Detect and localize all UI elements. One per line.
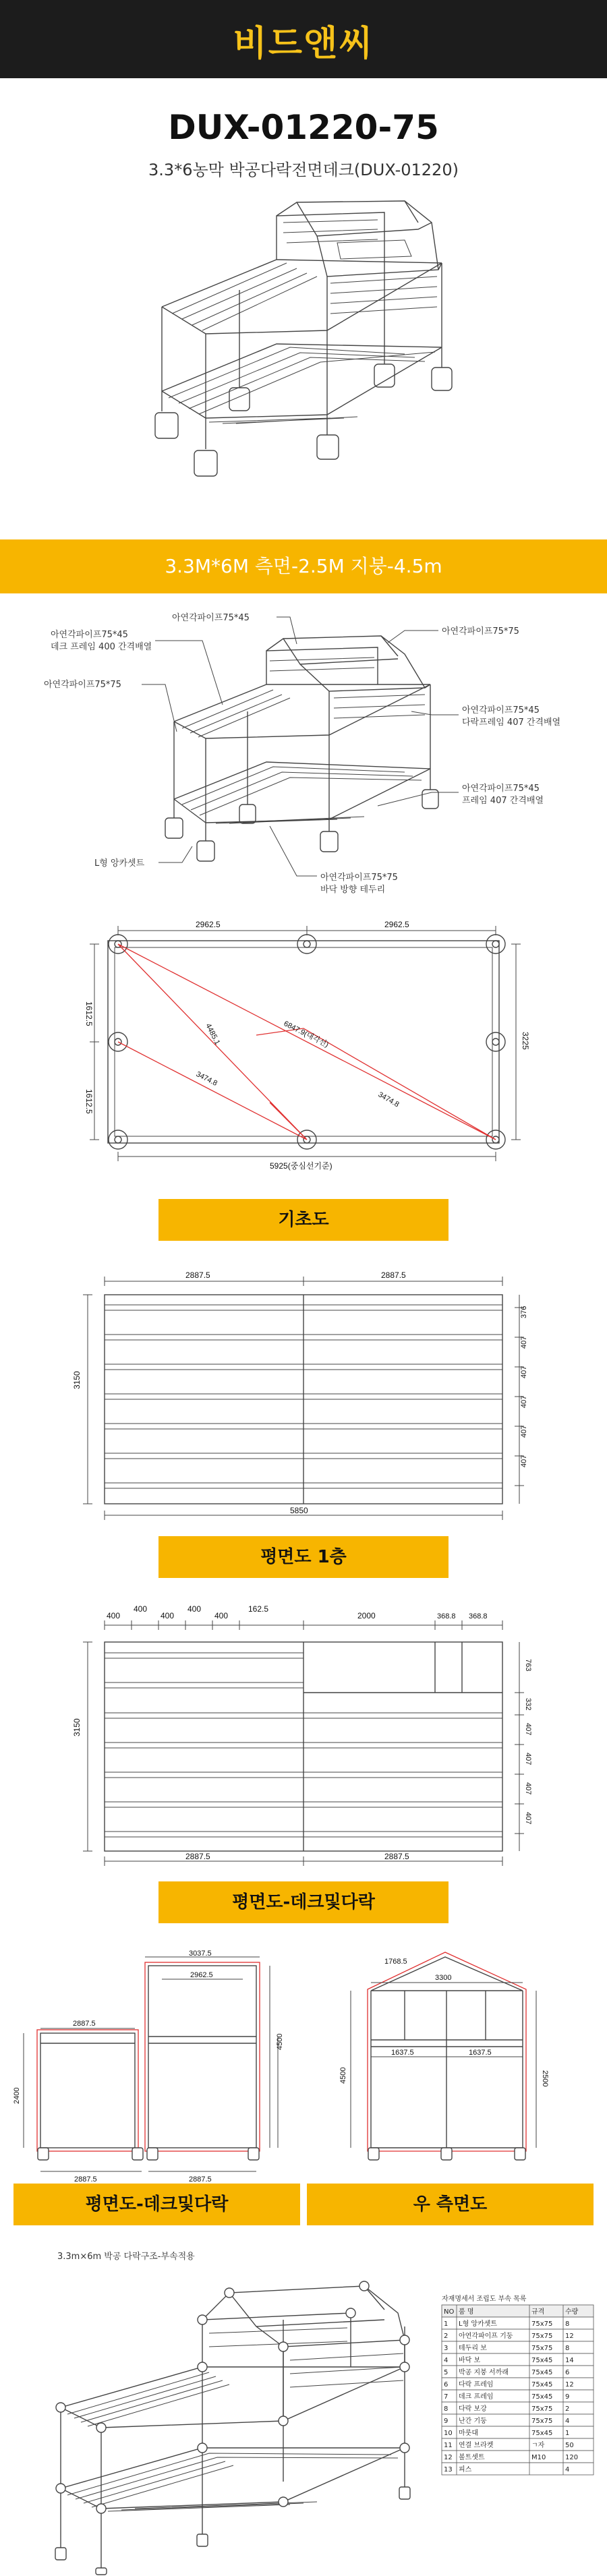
p1-bottom: 5850 [290,1506,308,1515]
plan2-label: 평면도-데크및다락 [158,1881,449,1923]
fd-top-left: 2962.5 [196,920,221,929]
se-w2: 1637.5 [391,2049,414,2057]
bom-cell: 7 [444,2393,449,2401]
product-code: DUX-01220-75 [168,108,439,147]
plan-floor1-drawing [0,1264,607,1521]
p2-top-right-2: 368.8 [469,1612,488,1620]
bom-cell: 75x75 [531,2345,553,2352]
p1-r0: 376 [520,1306,528,1318]
bom-cell: 2 [444,2333,449,2340]
bom-cell: 4 [444,2357,449,2364]
anno-12: 바닥 방향 테두리 [320,885,386,895]
fd-bottom: 5925(중심선기준) [270,1161,333,1171]
bom-cell: 6 [444,2381,449,2389]
bom-cell: 75x45 [531,2430,553,2437]
bom-cell: 데크 프레임 [459,2393,494,2401]
p2-top-3: 400 [187,1604,202,1614]
bom-cell: 2 [565,2405,570,2413]
anno-8: 아연각파이프75*45 [462,784,540,794]
p2-r3: 407 [524,1753,532,1765]
p2-top-0: 400 [107,1611,121,1620]
fd-diag-a: 4485.1 [204,1022,222,1047]
fd-left-lower: 1612.5 [84,1089,94,1114]
foundation-plan-drawing [0,914,607,1197]
se-h2: 2500 [541,2070,549,2087]
annotation-leaders [142,617,459,876]
p1-top-left: 2887.5 [185,1270,210,1280]
front-elev-posts [38,2148,259,2160]
bom-cell: ㄱ자 [531,2442,545,2449]
hero-isometric-drawing [0,196,607,513]
bom-cell: 75x75 [531,2333,553,2340]
anno-7: 다락프레임 407 간격배열 [462,718,561,728]
p2-height: 3150 [72,1718,82,1736]
p1-r5: 407 [520,1455,528,1467]
side-elevation-label: 우 측면도 [307,2184,594,2225]
bom-cell: 9 [565,2393,570,2401]
foundation-diagonals [90,926,521,1161]
bom-cell: 바닥 보 [459,2357,481,2364]
bom-cell: 6 [565,2369,570,2376]
plan-deck-loft-drawing [0,1588,607,1871]
fd-diag-c: 3474.8 [376,1090,401,1109]
bom-cell: 8 [565,2320,570,2328]
bom-cell: 12 [565,2381,574,2389]
se-w1: 3300 [435,1974,452,1982]
p2-top-1: 400 [134,1604,148,1614]
anno-9: 프레임 407 간격배열 [462,796,544,806]
p2-top-5: 162.5 [248,1604,269,1614]
p2-top-right-1: 368.8 [437,1612,456,1620]
bom-cell: 1 [444,2320,449,2328]
se-w3: 1637.5 [469,2049,492,2057]
anno-5: 아연각파이프75*75 [44,680,121,690]
p2-r2: 407 [524,1723,532,1736]
fe-top: 3037.5 [189,1950,212,1958]
se-h: 4500 [339,2067,347,2084]
bom-cell: M10 [531,2454,546,2461]
p2-r1: 332 [524,1698,532,1711]
p1-height: 3150 [72,1371,82,1389]
front-elevation-drawing [0,1949,304,2198]
bom-cell: 볼트셋트 [459,2454,485,2461]
bom-cell: 10 [444,2430,453,2437]
bom-grid [442,2305,594,2475]
bom-cell: 50 [565,2442,574,2449]
p2-top-2: 400 [161,1611,175,1620]
bom-cell: 4 [565,2466,570,2473]
p2-r5: 407 [524,1812,532,1825]
bom-header-cell: 수량 [565,2308,579,2316]
fd-left-upper: 1612.5 [84,1001,94,1026]
fe-b1: 2887.5 [74,2175,97,2184]
spec-banner: 3.3M*6M 측면-2.5M 지붕-4.5m [0,539,607,593]
fd-top-right: 2962.5 [384,920,409,929]
p2-top-4: 400 [214,1611,229,1620]
bom-cell: 13 [444,2466,453,2473]
bom-cell: 12 [444,2454,453,2461]
anno-10: L형 앙카셋트 [94,858,145,869]
bom-cell: 75x45 [531,2393,553,2401]
bom-cell: 8 [444,2405,449,2413]
bom-cell: 120 [565,2454,579,2461]
bom-header-cell: NO [444,2308,455,2316]
bom-cell: 12 [565,2333,574,2340]
p2-bottom-left: 2887.5 [185,1852,210,1861]
product-name: 3.3*6농막 박공다락전면데크(DUX-01220) [148,160,459,179]
bom-cell: 75x45 [531,2357,553,2364]
p1-r1: 407 [520,1336,528,1349]
bom-header-cell: 품 명 [459,2308,474,2316]
bom-cell: 9 [444,2418,449,2425]
bom-cell: 난간 기둥 [459,2418,487,2425]
bom-isometric-drawing [0,2266,432,2576]
p2-top-right-0: 2000 [357,1611,376,1620]
bom-cell: 11 [444,2442,453,2449]
bom-cell: 4 [565,2418,570,2425]
anno-3: 아연각파이프75*45 [51,630,128,640]
p2-r4: 407 [524,1782,532,1795]
bom-cell: 박공 지붕 서까래 [459,2369,509,2376]
side-elevation-drawing [304,1949,607,2198]
p1-r3: 407 [520,1395,528,1408]
anno-11: 아연각파이프75*75 [320,873,398,883]
p1-top-right: 2887.5 [381,1270,406,1280]
bom-cell: 1 [565,2430,570,2437]
bom-cell: 다락 프레임 [459,2381,494,2389]
bom-cell: 피스 [459,2466,472,2473]
bom-cell: 테두리 보 [459,2345,487,2352]
bom-cell: 연결 브라켓 [459,2442,494,2449]
plan1-label: 평면도 1층 [158,1536,449,1578]
bom-fittings [55,2281,410,2575]
bom-cell: 75x45 [531,2369,553,2376]
bom-cell: 8 [565,2345,570,2352]
bom-cell: 3 [444,2345,449,2352]
p2-r0: 763 [524,1659,532,1672]
bom-cell: 5 [444,2369,449,2376]
front-elevation-label: 평면도-데크및다락 [13,2184,300,2225]
fe-mid: 2962.5 [190,1971,213,1979]
fd-right: 3225 [521,1032,530,1050]
bom-cell: 다락 보강 [459,2405,487,2413]
anno-2: 아연각파이프75*75 [442,626,519,637]
anno-1: 아연각파이프75*45 [172,613,250,623]
annotated-isometric-drawing [0,604,607,900]
bom-table-title: 자재명세서 조립도 부속 목록 [442,2295,527,2303]
bom-cell: L형 앙카셋트 [459,2320,498,2328]
bom-caption: 3.3m×6m 박공 다락구조-부속적용 [57,2252,195,2262]
p1-r4: 407 [520,1425,528,1438]
se-top: 1768.5 [384,1958,407,1966]
foundation-label: 기초도 [158,1199,449,1241]
bom-cell: 아연각파이프 기둥 [459,2333,513,2340]
anno-6: 아연각파이프75*45 [462,705,540,715]
bom-cell: 75x75 [531,2320,553,2328]
bom-cell: 75x75 [531,2405,553,2413]
bom-cell: 14 [565,2357,574,2364]
bom-cell: 75x45 [531,2381,553,2389]
fe-left: 2887.5 [73,2020,96,2028]
header-bar [0,0,607,78]
bom-table [442,2305,604,2500]
fd-diag-b: 3474.8 [194,1070,219,1088]
fd-diag-main: 6847.9(대각선) [282,1019,330,1049]
p2-bottom-right: 2887.5 [384,1852,409,1861]
side-elev-posts [368,2148,525,2160]
fe-h2: 2400 [13,2087,21,2104]
annotated-frame [165,636,438,861]
bom-cell: 75x75 [531,2418,553,2425]
anno-4: 데크 프레임 400 간격배열 [51,642,152,652]
p1-r2: 407 [520,1366,528,1378]
bom-header-cell: 규격 [531,2308,545,2316]
brand-logo[interactable]: 비드앤씨 [233,24,374,64]
bom-cell: 마룻대 [459,2430,478,2437]
fe-b2: 2887.5 [189,2175,212,2184]
fe-h1: 4500 [276,2033,284,2050]
